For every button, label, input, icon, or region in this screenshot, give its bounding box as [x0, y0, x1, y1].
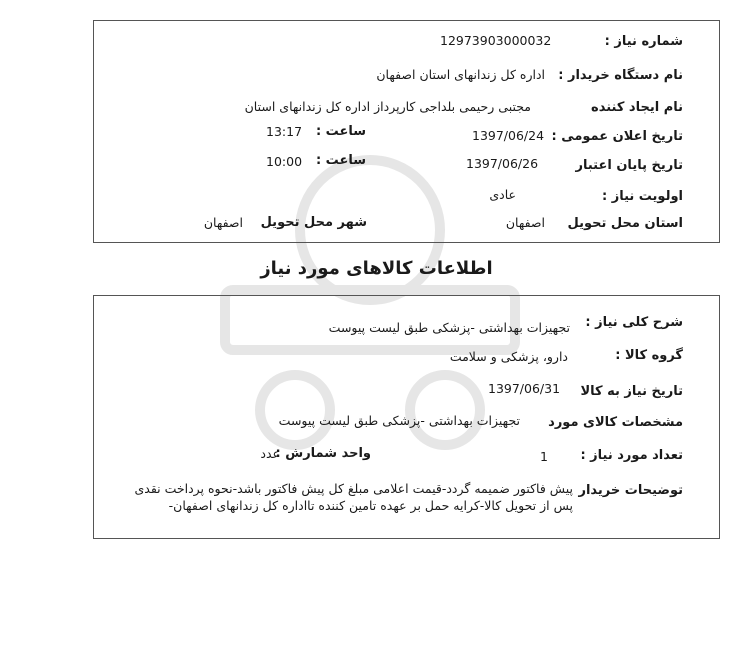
creator-name: مجتبی رحیمی بلداجی کارپرداز اداره کل زندانهای استان [244, 99, 531, 114]
group-label: گروه کالا : [615, 348, 683, 363]
validity-time-label: ساعت : [315, 153, 366, 168]
group-value: دارو، پزشکی و سلامت [449, 349, 568, 364]
notes-label: توضیحات خریدار [578, 483, 683, 498]
summary-value: تجهیزات بهداشتی -پزشکی طبق لیست پیوست [328, 320, 570, 335]
creator-label: نام ایجاد کننده [591, 100, 683, 115]
city-value: اصفهان [203, 215, 243, 230]
validity-date-label: تاریخ پایان اعتبار [575, 158, 683, 173]
announce-time: 13:17 [266, 124, 303, 139]
announce-date: 1397/06/24 [472, 128, 545, 143]
province-value: اصفهان [505, 215, 545, 230]
buyer-org: اداره کل زندانهای استان اصفهان [376, 67, 545, 82]
qty-label: تعداد مورد نیاز : [580, 448, 683, 463]
buyer-org-label: نام دستگاه خریدار : [558, 68, 683, 83]
qty-value: 1 [540, 449, 548, 464]
notes-value: پیش فاکتور ضمیمه گردد-قیمت اعلامی مبلغ کل پیش فاکتور باشد-نحوه پرداخت نقدی پس از تحویل کالا-کرایه حمل بر عهده تامین کننده تااداره کل زندانهای اصفهان- [134, 481, 573, 513]
validity-time: 10:00 [266, 154, 303, 169]
need-number: 12973903000032 [440, 33, 552, 48]
announce-date-label: تاریخ اعلان عمومی : [551, 129, 683, 144]
spec-label: مشخصات کالای مورد [548, 415, 683, 430]
need-date-label: تاریخ نیاز به کالا [580, 384, 683, 399]
unit-value: عدد [260, 446, 280, 461]
summary-label: شرح کلی نیاز : [585, 315, 683, 330]
province-label: استان محل تحویل [567, 216, 683, 231]
unit-label: واحد شمارش : [275, 446, 371, 461]
city-label: شهر محل تحویل [260, 215, 367, 230]
priority-label: اولویت نیاز : [601, 189, 683, 204]
need-date: 1397/06/31 [488, 381, 561, 396]
validity-date: 1397/06/26 [466, 156, 539, 171]
spec-value: تجهیزات بهداشتی -پزشکی طبق لیست پیوست [278, 413, 520, 428]
need-number-label: شماره نیاز : [604, 34, 683, 49]
priority-value: عادی [489, 187, 516, 202]
section-title: اطلاعات کالاهای مورد نیاز [260, 258, 493, 279]
announce-time-label: ساعت : [315, 124, 366, 139]
